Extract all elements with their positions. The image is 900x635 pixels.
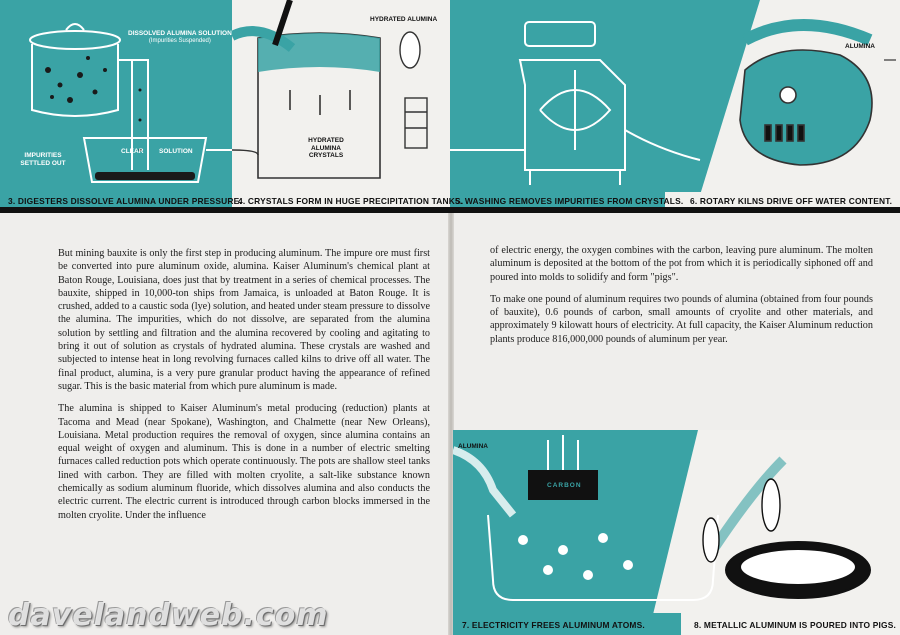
watermark: davelandweb.com xyxy=(8,598,329,633)
impurities-settled-label: IMPURITIES SETTLED OUT xyxy=(20,152,66,167)
hydrated-alumina-label: HYDRATED ALUMINA xyxy=(370,16,438,23)
caption-panel-8: 8. METALLIC ALUMINUM IS POURED INTO PIGS. xyxy=(694,620,897,630)
dissolved-alumina-label: DISSOLVED ALUMINA SOLUTION xyxy=(128,30,232,37)
pig-mold xyxy=(726,542,870,598)
impurities-suspended-label: (Impurities Suspended) xyxy=(148,37,211,44)
top-illustration-band xyxy=(0,0,900,210)
alumina-input-label: ALUMINA xyxy=(458,443,488,450)
reduction-illustration xyxy=(453,430,900,635)
caption-panel-5: 5. WASHING REMOVES IMPURITIES FROM CRYSTALS. xyxy=(455,196,684,206)
caption-panel-6: 6. ROTARY KILNS DRIVE OFF WATER CONTENT. xyxy=(690,196,893,206)
solution-label: SOLUTION xyxy=(159,148,193,155)
panel5-background xyxy=(450,0,665,195)
caption-panel-4: 4. CRYSTALS FORM IN HUGE PRECIPITATION TANKS. xyxy=(238,196,464,206)
alumina-output-label: ALUMINA xyxy=(845,43,875,50)
left-paragraph-1: But mining bauxite is only the first step in producing aluminum. The impure ore must first be converted into pure aluminum oxide, alumina. Kaiser Aluminum's chemical plant at Baton Rouge, Louisiana, does just that by treatment in a series of chemical processes. The bauxite, shipped in 10,000-ton ships from Jamaica, is unloaded at Baton Rouge. It is crushed, added to a caustic soda (lye) solution, and heated under steam pressure to dissolve the alumina. The impurities, which do not dissolve, are separated from the alumina solution by settling and filtration and the alumina recovered by cooling and agitating to bring it out of solution as crystals of hydrated alumina. These crystals are washed and subjected to intense heat in long revolving furnaces called kilns to drive off all water. The final product, alumina, is a very pure granular product having the appearance of refined sugar. This is the basic material from which pure aluminum is made. xyxy=(58,248,430,392)
dissolved-alumina-note xyxy=(128,30,232,45)
carbon-label: CARBON xyxy=(547,482,582,489)
right-text-column xyxy=(490,244,873,355)
left-text-column xyxy=(58,247,430,531)
right-paragraph-1: of electric energy, the oxygen combines with the carbon, leaving pure aluminum. The molten aluminum is deposited at the bottom of the pot from which it is periodically siphoned off and poured into molds to solidify and form "pigs". xyxy=(490,245,873,283)
caption-panel-3: 3. DIGESTERS DISSOLVE ALUMINA UNDER PRESSURE. xyxy=(8,196,242,206)
right-paragraph-2: To make one pound of aluminum requires two pounds of alumina (obtained from four pounds of bauxite), 0.6 pounds of carbon, small amounts of cryolite and other materials, and approximately 9 kilowatt hours of electricity. At full capacity, the Kaiser Aluminum reduction plants produce 816,000,000 pounds of aluminum per year. xyxy=(490,293,873,345)
caption-panel-7: 7. ELECTRICITY FREES ALUMINUM ATOMS. xyxy=(462,620,645,630)
clear-label: CLEAR xyxy=(121,148,144,155)
hydrated-alumina-crystals-label: HYDRATED ALUMINA CRYSTALS xyxy=(308,137,344,160)
bottom-illustration xyxy=(453,430,900,635)
left-paragraph-2: The alumina is shipped to Kaiser Aluminum's metal producing (reduction) plants at Tacoma and Mead (near Spokane), Washington, and Chalmette (near New Orleans), Louisiana. Metal production requires the removal of oxygen, since alumina contains an equal weight of oxygen and aluminum. This is done in a number of electric smelting furnaces called reduction pots which operate continuously. The pots are shallow steel tanks lined with carbon. They are filled with molten cryolite, a salt-like substance known chemically as sodium aluminum fluoride, which dissolves alumina and also conducts the electric current. The electric current is introduced through carbon blocks immersed in the molten cryolite. Under the influence xyxy=(58,403,430,521)
